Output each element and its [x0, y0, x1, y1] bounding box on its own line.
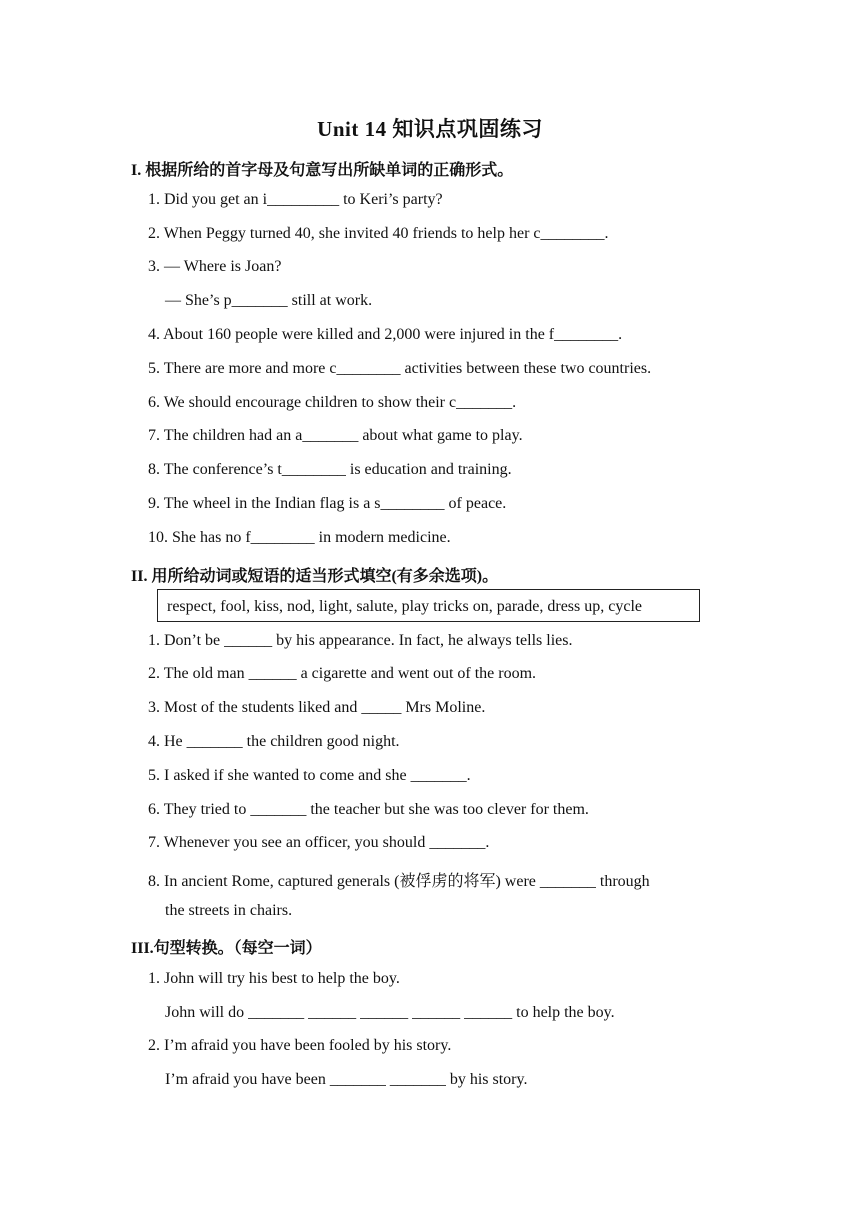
s1-item-4: 4. About 160 people were killed and 2,000 were injured in the f________. — [148, 326, 623, 343]
s2-item-1: 1. Don’t be ______ by his appearance. In fact, he always tells lies. — [148, 632, 573, 649]
s1-item-3-question: 3. — Where is Joan? — [148, 258, 282, 275]
s1-item-3-answer: — She’s p_______ still at work. — [165, 292, 373, 309]
s1-item-9: 9. The wheel in the Indian flag is a s________ of peace. — [148, 495, 507, 512]
section-2-heading: II. 用所给动词或短语的适当形式填空(有多余选项)。 — [131, 568, 499, 585]
s2-item-5: 5. I asked if she wanted to come and she _______. — [148, 767, 471, 784]
s2-item-6: 6. They tried to _______ the teacher but she was too clever for them. — [148, 801, 589, 818]
s2-item-3: 3. Most of the students liked and _____ Mrs Moline. — [148, 699, 486, 716]
page-title: Unit 14 知识点巩固练习 — [317, 117, 543, 141]
s3-item-1: 1. John will try his best to help the boy. — [148, 970, 400, 987]
section-1-heading: I. 根据所给的首字母及句意写出所缺单词的正确形式。 — [131, 162, 514, 179]
s3-item-2-rewrite: I’m afraid you have been _______ _______ by his story. — [165, 1071, 528, 1088]
s1-item-2: 2. When Peggy turned 40, she invited 40 friends to help her c________. — [148, 225, 609, 242]
s2-item-2: 2. The old man ______ a cigarette and went out of the room. — [148, 665, 537, 682]
word-bank-box: respect, fool, kiss, nod, light, salute, play tricks on, parade, dress up, cycle — [157, 589, 700, 622]
s2-item-4: 4. He _______ the children good night. — [148, 733, 400, 750]
s3-item-1-rewrite: John will do _______ ______ ______ ______ ______ to help the boy. — [165, 1004, 615, 1021]
section-3-heading: III.句型转换。（每空一词） — [131, 940, 322, 957]
s2-item-7: 7. Whenever you see an officer, you should _______. — [148, 834, 490, 851]
s2-item-8-continued: the streets in chairs. — [165, 902, 293, 919]
s1-item-6: 6. We should encourage children to show their c_______. — [148, 394, 517, 411]
s1-item-5: 5. There are more and more c________ activities between these two countries. — [148, 360, 652, 377]
s2-item-8: 8. In ancient Rome, captured generals (被俘虏的将军) were _______ through — [148, 873, 650, 890]
s3-item-2: 2. I’m afraid you have been fooled by his story. — [148, 1037, 452, 1054]
s1-item-1: 1. Did you get an i_________ to Keri’s party? — [148, 191, 443, 208]
s1-item-10: 10. She has no f________ in modern medicine. — [148, 529, 451, 546]
s1-item-8: 8. The conference’s t________ is education and training. — [148, 461, 512, 478]
s1-item-7: 7. The children had an a_______ about what game to play. — [148, 427, 523, 444]
